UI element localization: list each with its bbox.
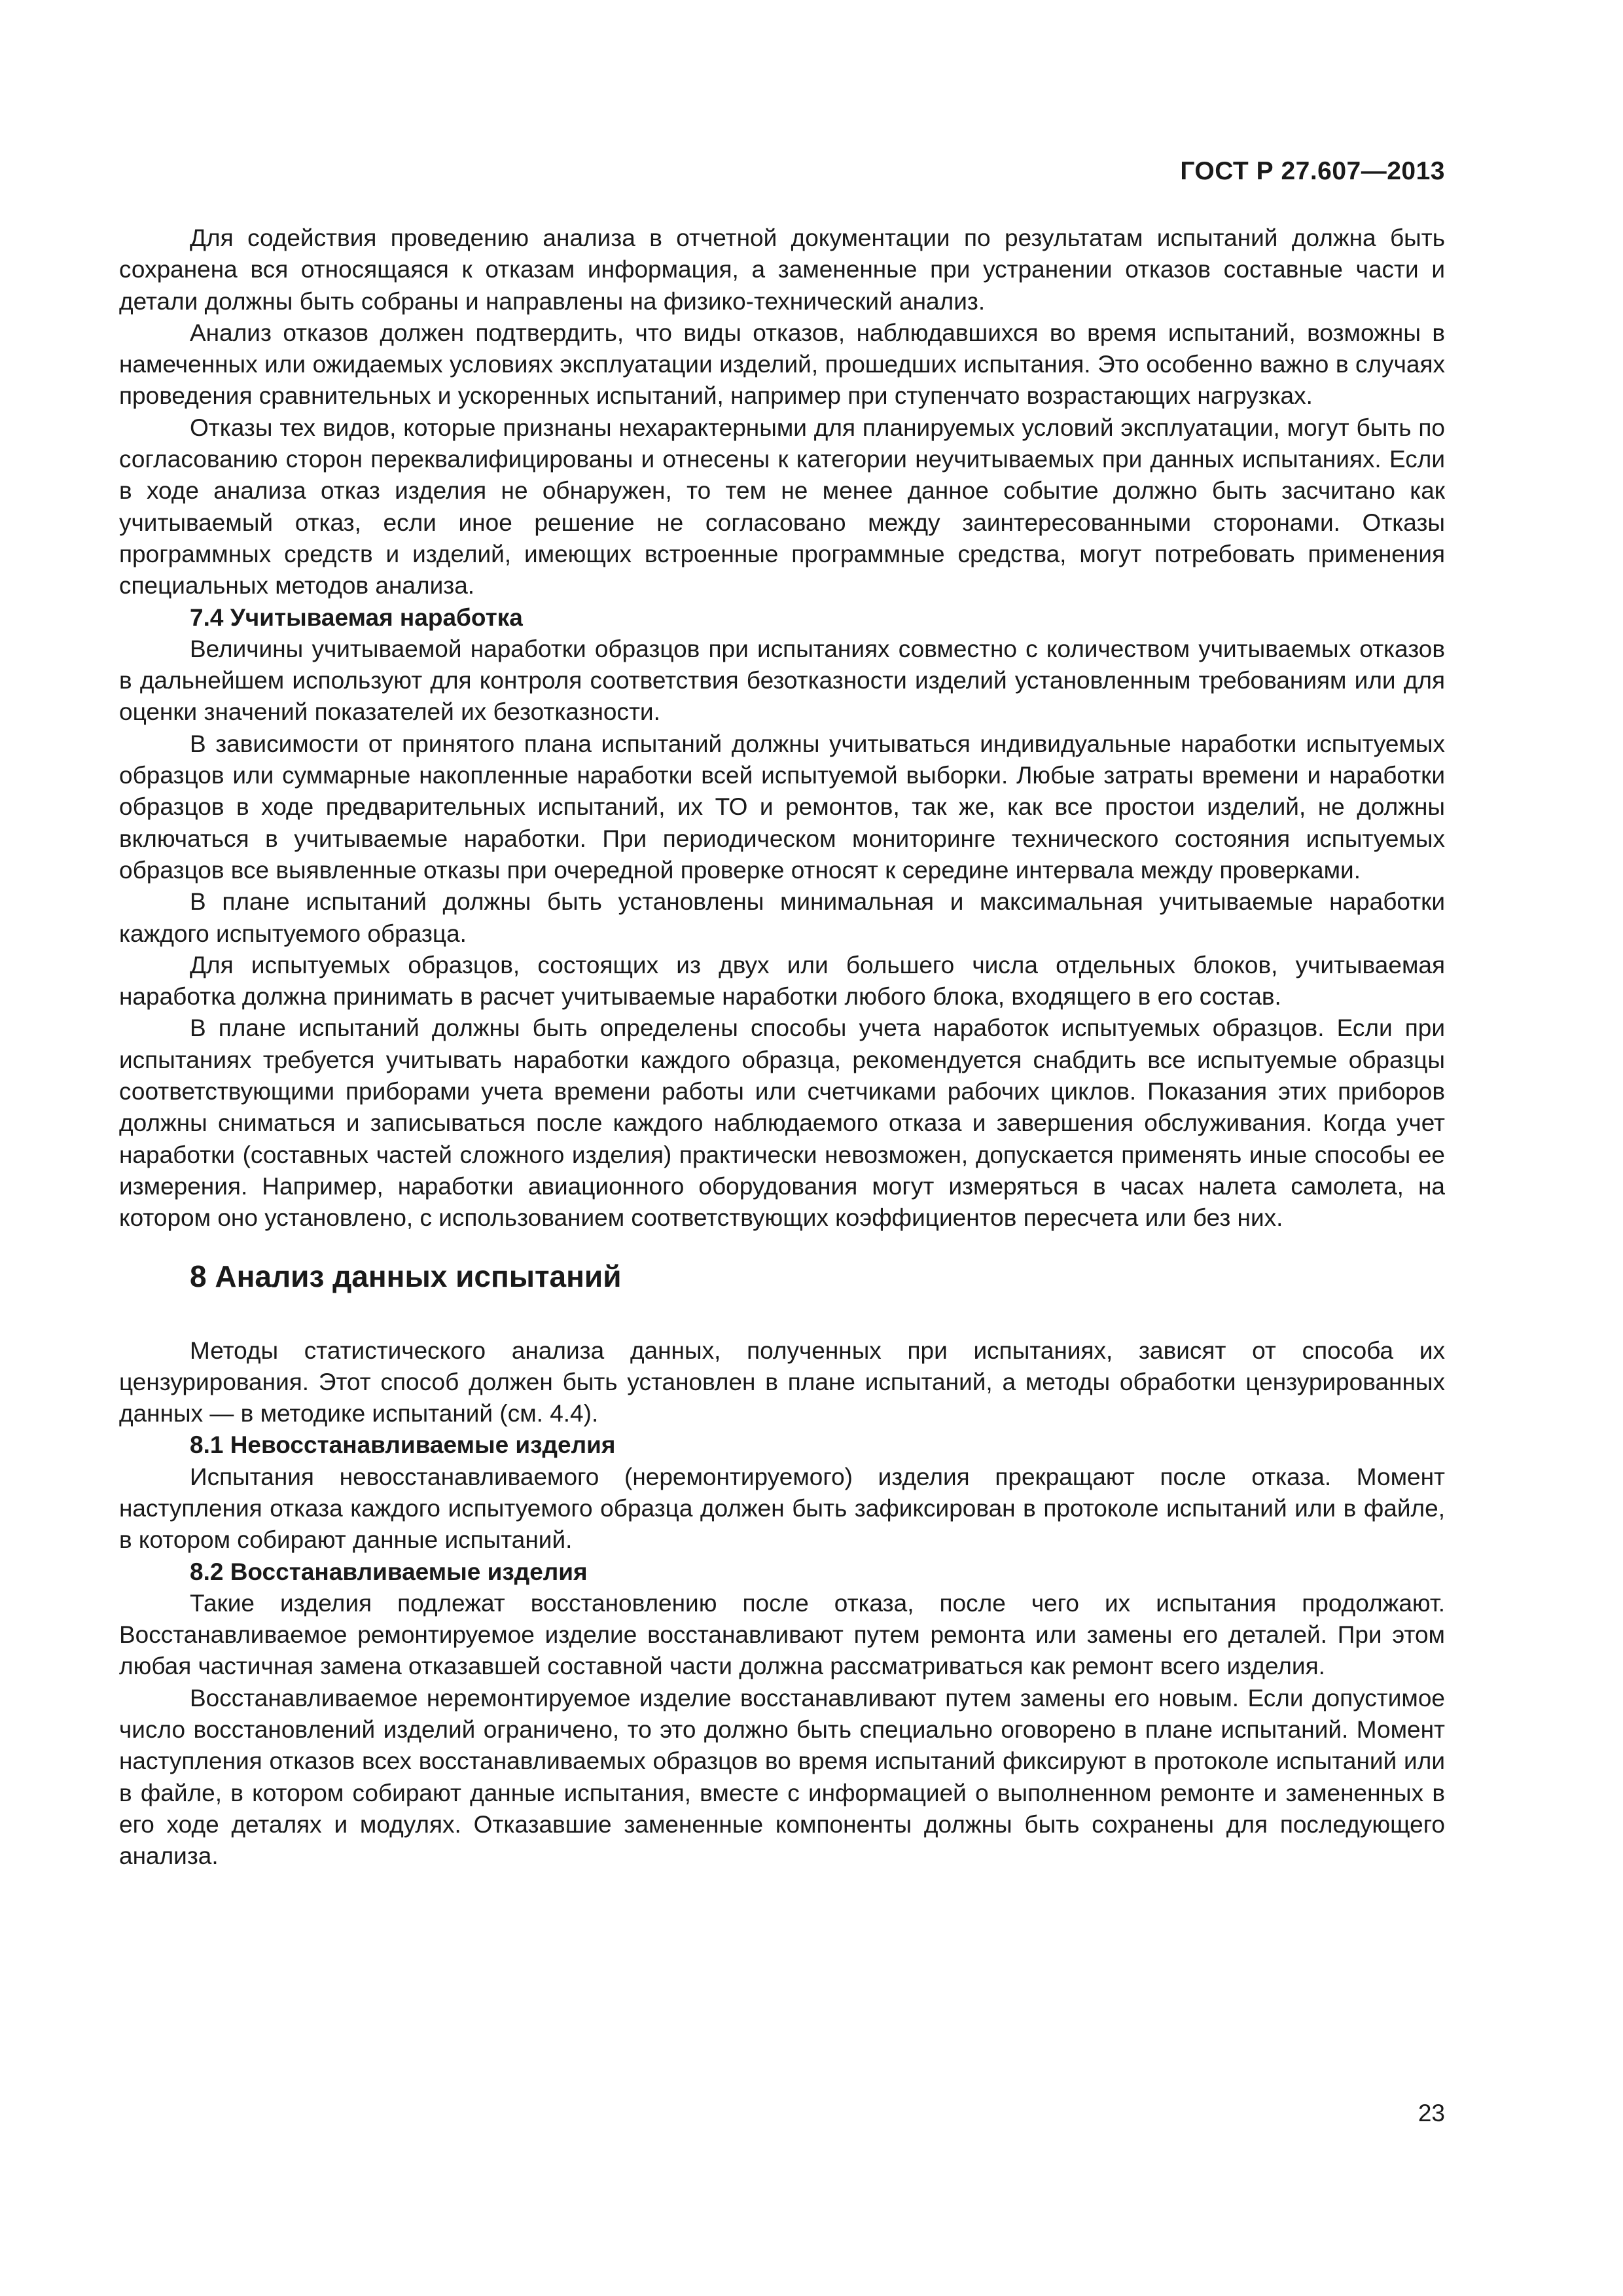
paragraph-test-plan-operating-time: В зависимости от принятого плана испытаний должны учитываться индивидуальные наработки испытуемых образцов или суммарные накопленные наработки всей испытуемой выборки. Любые затраты времени и наработки образцов в ходе предварительных испытаний, их ТО и ремонтов, так же, как все простои изделий, не должны включаться в учитываемые наработки. При периодическом мониторинге технического состояния испытуемых образцов все выявленные отказы при очередной проверке относят к середине интервала между проверками. bbox=[119, 730, 1445, 884]
section-heading-8-1: 8.1 Невосстанавливаемые изделия bbox=[190, 1431, 616, 1459]
paragraph-restorable-non-repairable: Восстанавливаемое неремонтируемое изделие восстанавливают путем замены его новым. Если допустимое число восстановлений изделий ограничено, то это должно быть специально оговорено в плане испытаний. Момент наступления отказов всех восстанавливаемых образцов во время испытаний фиксируют в протоколе испытаний или в файле, в котором собирают данные испытания, вместе с информацией о выполненном ремонте и замененных в его ходе деталях и модулях. Отказавшие замененные компоненты должны быть сохранены для последующего анализа. bbox=[119, 1684, 1445, 1870]
paragraph-uncharacteristic-failures: Отказы тех видов, которые признаны нехарактерными для планируемых условий эксплуатации, могут быть по согласованию сторон переквалифицированы и отнесены к категории неучитываемых при данных испытаниях. Если в ходе анализа отказ изделия не обнаружен, то тем не менее данное событие должно быть засчитано как учитываемый отказ, если иное решение не согласовано между заинтересованными сторонами. Отказы программных средств и изделий, имеющих встроенные программные средства, могут потребовать применения специальных методов анализа. bbox=[119, 414, 1445, 600]
paragraph-operating-time-accounting: В плане испытаний должны быть определены способы учета наработок испытуемых образцов. Если при испытаниях требуется учитывать наработки каждого образца, рекомендуется снабдить все испытуемые образцы соответствующими приборами учета времени работы или счетчиками рабочих циклов. Показания этих приборов должны сниматься и записываться после каждого наблюдаемого отказа и завершения обслуживания. Когда учет наработки (составных частей сложного изделия) практически невозможен, допускается применять иные способы ее измерения. Например, наработки авиационного оборудования могут измеряться в часах налета самолета, на котором оно установлено, с использованием соответствующих коэффициентов пересчета или без них. bbox=[119, 1014, 1445, 1232]
paragraph-multi-block-samples: Для испытуемых образцов, состоящих из двух или большего числа отдельных блоков, учитываемая наработка должна принимать в расчет учитываемые наработки любого блока, входящего в его состав. bbox=[119, 951, 1445, 1011]
document-body bbox=[119, 223, 1445, 1873]
document-code-header: ГОСТ Р 27.607—2013 bbox=[1180, 157, 1445, 185]
paragraph-non-restorable-items: Испытания невосстанавливаемого (неремонтируемого) изделия прекращают после отказа. Момент наступления отказа каждого испытуемого образца должен быть зафиксирован в протоколе испытаний или в файле, в котором собирают данные испытаний. bbox=[119, 1463, 1445, 1554]
paragraph-statistical-methods: Методы статистического анализа данных, полученных при испытаниях, зависят от способа их цензурирования. Этот способ должен быть установлен в плане испытаний, а методы обработки цензурированных данных — в методике испытаний (см. 4.4). bbox=[119, 1336, 1445, 1427]
section-heading-8-2: 8.2 Восстанавливаемые изделия bbox=[190, 1558, 588, 1585]
paragraph-counted-operating-time: Величины учитываемой наработки образцов при испытаниях совместно с количеством учитываемых отказов в дальнейшем используют для контроля соответствия безотказности изделий установленным требованиям или для оценки значений показателей их безотказности. bbox=[119, 635, 1445, 726]
paragraph-min-max-operating-time: В плане испытаний должны быть установлены минимальная и максимальная учитываемые наработки каждого испытуемого образца. bbox=[119, 888, 1445, 947]
paragraph-restorable-items: Такие изделия подлежат восстановлению после отказа, после чего их испытания продолжают. Восстанавливаемое ремонтируемое изделие восстанавливают путем ремонта или замены его деталей. При этом любая частичная замена отказавшей составной части должна рассматриваться как ремонт всего изделия. bbox=[119, 1589, 1445, 1680]
paragraph-failure-documentation: Для содействия проведению анализа в отчетной документации по результатам испытаний должна быть сохранена вся относящаяся к отказам информация, а замененные при устранении отказов составные части и детали должны быть собраны и направлены на физико-технический анализ. bbox=[119, 224, 1445, 315]
section-heading-7-4: 7.4 Учитываемая наработка bbox=[190, 603, 523, 631]
paragraph-failure-analysis: Анализ отказов должен подтвердить, что виды отказов, наблюдавшихся во время испытаний, возможны в намеченных или ожидаемых условиях эксплуатации изделий, прошедших испытания. Это особенно важно в случаях проведения сравнительных и ускоренных испытаний, например при ступенчато возрастающих нагрузках. bbox=[119, 319, 1445, 410]
section-heading-8: 8 Анализ данных испытаний bbox=[190, 1259, 622, 1293]
page-number: 23 bbox=[1418, 2100, 1445, 2126]
